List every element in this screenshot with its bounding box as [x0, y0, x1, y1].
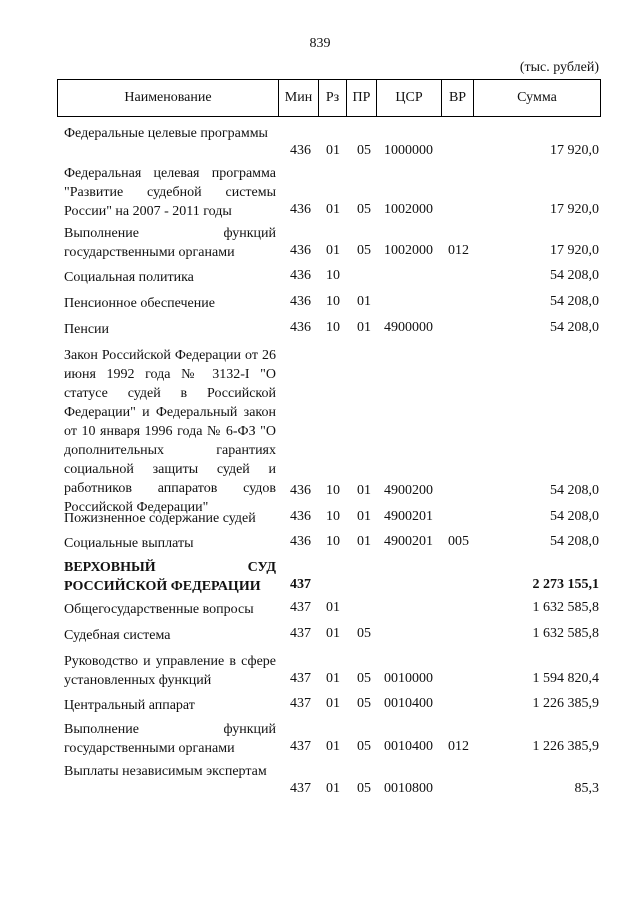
row-csr: 1002000 [384, 202, 433, 217]
row-name: Социальные выплаты [64, 536, 194, 551]
row-csr: 4900201 [384, 534, 433, 549]
row-pr: 05 [357, 739, 371, 754]
row-min: 437 [290, 696, 311, 711]
header-rz: Рз [319, 80, 347, 116]
row-pr: 05 [357, 202, 371, 217]
row-name: Общегосударственные вопросы [64, 602, 254, 617]
row-pr: 01 [357, 294, 371, 309]
row-csr: 0010800 [384, 781, 433, 796]
row-sum: 1 226 385,9 [532, 696, 599, 711]
row-pr: 01 [357, 509, 371, 524]
row-pr: 05 [357, 696, 371, 711]
row-sum: 1 594 820,4 [532, 671, 599, 686]
row-rz: 10 [326, 509, 340, 524]
row-pr: 05 [357, 626, 371, 641]
row-rz: 01 [326, 243, 340, 258]
row-rz: 01 [326, 781, 340, 796]
header-csr: ЦСР [377, 80, 442, 116]
row-pr: 05 [357, 671, 371, 686]
header-sum: Сумма [517, 90, 557, 105]
row-name: ВЕРХОВНЫЙ СУД РОССИЙСКОЙ ФЕДЕРАЦИИ [64, 560, 276, 594]
row-rz: 01 [326, 143, 340, 158]
row-sum: 54 208,0 [550, 483, 599, 498]
row-rz: 10 [326, 294, 340, 309]
row-name: Федеральная целевая программа "Развитие судебной системы России" на 2007 - 2011 годы [64, 166, 276, 219]
row-min: 436 [290, 320, 311, 335]
table-header [57, 79, 601, 117]
row-csr: 4900200 [384, 483, 433, 498]
row-min: 437 [290, 671, 311, 686]
row-name: Закон Российской Федерации от 26 июня 1992 года № 3132-I "О статусе судей в Российской Федерации" и Федеральный закон от 10 января 1996 года № 6-ФЗ "О дополнительных гарантиях социальной защиты судей и работников аппаратов судов Российской Федерации" [64, 348, 276, 515]
row-sum: 54 208,0 [550, 509, 599, 524]
row-name: Федеральные целевые программы [64, 126, 268, 141]
row-name: Выполнение функций государственными органами [64, 226, 276, 260]
row-min: 436 [290, 483, 311, 498]
row-csr: 4900201 [384, 509, 433, 524]
row-min: 437 [290, 781, 311, 796]
row-sum: 54 208,0 [550, 268, 599, 283]
row-name: Судебная система [64, 628, 171, 643]
row-sum: 2 273 155,1 [532, 577, 599, 592]
row-min: 437 [290, 739, 311, 754]
row-sum: 1 226 385,9 [532, 739, 599, 754]
row-pr: 05 [357, 781, 371, 796]
row-min: 437 [290, 600, 311, 615]
row-sum: 17 920,0 [550, 202, 599, 217]
row-min: 436 [290, 509, 311, 524]
row-min: 436 [290, 143, 311, 158]
row-pr: 01 [357, 534, 371, 549]
row-min: 436 [290, 268, 311, 283]
row-min: 436 [290, 294, 311, 309]
units-label: (тыс. рублей) [519, 60, 599, 75]
row-rz: 10 [326, 268, 340, 283]
row-min: 437 [290, 577, 311, 592]
row-min: 436 [290, 243, 311, 258]
row-csr: 1000000 [384, 143, 433, 158]
row-sum: 85,3 [574, 781, 599, 796]
row-sum: 54 208,0 [550, 320, 599, 335]
row-pr: 01 [357, 320, 371, 335]
row-rz: 10 [326, 534, 340, 549]
row-csr: 0010000 [384, 671, 433, 686]
row-csr: 0010400 [384, 739, 433, 754]
row-name: Центральный аппарат [64, 698, 195, 713]
header-name: Наименование [58, 80, 279, 116]
row-vr: 012 [448, 739, 469, 754]
row-csr: 0010400 [384, 696, 433, 711]
row-name: Социальная политика [64, 270, 194, 285]
row-name: Пожизненное содержание судей [64, 511, 256, 526]
row-rz: 10 [326, 483, 340, 498]
header-vr: ВР [442, 80, 474, 116]
row-csr: 4900000 [384, 320, 433, 335]
row-sum: 17 920,0 [550, 143, 599, 158]
row-rz: 10 [326, 320, 340, 335]
row-csr: 1002000 [384, 243, 433, 258]
row-min: 436 [290, 202, 311, 217]
row-min: 437 [290, 626, 311, 641]
header-min: Мин [279, 80, 319, 116]
row-vr: 005 [448, 534, 469, 549]
page-number: 839 [309, 36, 331, 51]
row-name: Выплаты независимым экспертам [64, 764, 267, 779]
header-pr: ПР [347, 80, 377, 116]
row-sum: 1 632 585,8 [532, 626, 599, 641]
row-sum: 54 208,0 [550, 294, 599, 309]
row-rz: 01 [326, 671, 340, 686]
row-sum: 17 920,0 [550, 243, 599, 258]
row-rz: 01 [326, 739, 340, 754]
row-rz: 01 [326, 626, 340, 641]
row-pr: 01 [357, 483, 371, 498]
row-rz: 01 [326, 696, 340, 711]
row-vr: 012 [448, 243, 469, 258]
row-name: Пенсии [64, 322, 110, 337]
row-sum: 54 208,0 [550, 534, 599, 549]
row-name: Руководство и управление в сфере установленных функций [64, 654, 276, 688]
row-pr: 05 [357, 243, 371, 258]
row-pr: 05 [357, 143, 371, 158]
row-name: Выполнение функций государственными органами [64, 722, 276, 756]
row-name: Пенсионное обеспечение [64, 296, 215, 311]
row-rz: 01 [326, 202, 340, 217]
row-sum: 1 632 585,8 [532, 600, 599, 615]
row-rz: 01 [326, 600, 340, 615]
row-min: 436 [290, 534, 311, 549]
